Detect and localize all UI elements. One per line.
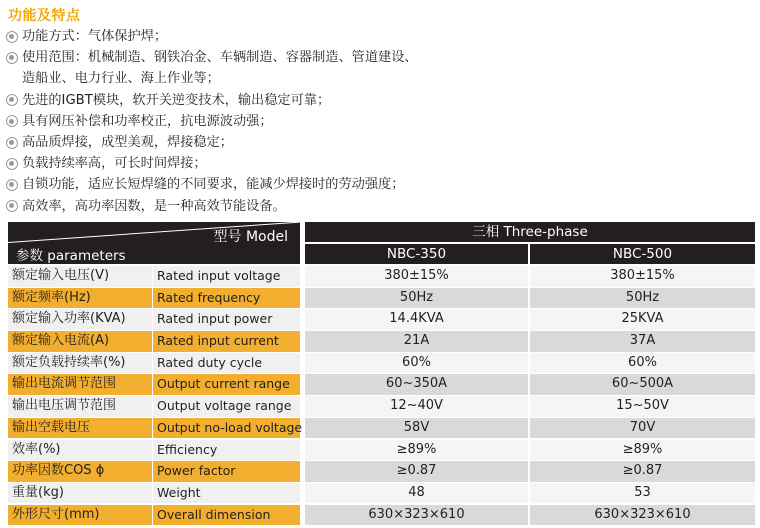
feature-text: 具有网压补偿和功率校正，抗电源波动强； <box>22 113 273 129</box>
circle-bullet-icon <box>6 179 18 191</box>
param-name-en: Output no-load voltage <box>153 418 300 439</box>
value-cell: 50Hz <box>305 288 528 309</box>
model-header-label: 型号 Model <box>213 229 288 245</box>
value-cell: 60~500A <box>530 374 755 395</box>
feature-text: 功能方式：气体保护焊； <box>22 29 168 44</box>
parameter-header-label: 参数 parameters <box>16 248 126 264</box>
param-name-en: Rated frequency <box>153 288 300 309</box>
param-name-en: Rated input voltage <box>153 266 300 287</box>
circle-bullet-icon <box>6 200 18 212</box>
feature-text: 先进的IGBT模块，软开关逆变技术，输出稳定可靠； <box>22 92 331 108</box>
feature-item <box>6 196 756 217</box>
param-name-cn: 重量(kg) <box>8 483 153 504</box>
model-column-header: NBC-500 <box>530 244 755 264</box>
feature-item <box>6 68 756 89</box>
table-row <box>8 309 755 331</box>
value-cell: 630×323×610 <box>305 505 528 526</box>
param-name-cn: 输出电流调节范围 <box>8 374 153 395</box>
feature-text: 负载持续率高，可长时间焊接； <box>22 156 207 172</box>
value-cell: 380±15% <box>530 266 755 287</box>
param-name-en: Efficiency <box>153 440 300 461</box>
table-row <box>8 288 755 310</box>
circle-bullet-icon <box>6 137 18 149</box>
param-name-cn: 效率(%) <box>8 440 153 461</box>
param-name-cn: 外形尺寸(mm) <box>8 505 153 526</box>
table-row <box>8 440 755 462</box>
feature-item <box>6 26 756 47</box>
section-title: 功能及特点 <box>8 8 81 24</box>
param-name-cn: 功率因数COS ϕ <box>8 461 153 482</box>
value-cell: ≥89% <box>530 440 755 461</box>
param-name-cn: 额定输入电流(A) <box>8 331 153 352</box>
value-cell: ≥89% <box>305 440 528 461</box>
param-name-en: Rated input power <box>153 309 300 330</box>
table-row <box>8 505 755 527</box>
value-cell: 380±15% <box>305 266 528 287</box>
feature-text: 造船业、电力行业、海上作业等； <box>22 71 220 87</box>
value-cell: 15~50V <box>530 396 755 417</box>
table-row <box>8 374 755 396</box>
value-cell: 60% <box>305 353 528 374</box>
circle-bullet-icon <box>6 94 18 106</box>
spec-table <box>8 222 755 524</box>
param-name-en: Rated input current <box>153 331 300 352</box>
value-cell: 70V <box>530 418 755 439</box>
circle-bullet-icon <box>6 31 18 43</box>
param-name-en: Output current range <box>153 374 300 395</box>
feature-item <box>6 47 756 68</box>
feature-item <box>6 153 756 174</box>
model-column-header: NBC-350 <box>305 244 528 264</box>
feature-text: 高品质焊接，成型美观，焊接稳定； <box>22 134 233 150</box>
table-row <box>8 483 755 505</box>
circle-bullet-icon <box>6 115 18 127</box>
feature-item <box>6 90 756 111</box>
feature-list <box>6 26 756 217</box>
value-cell: 37A <box>530 331 755 352</box>
value-cell: 630×323×610 <box>530 505 755 526</box>
table-row <box>8 418 755 440</box>
param-name-en: Rated duty cycle <box>153 353 300 374</box>
param-name-en: Power factor <box>153 461 300 482</box>
feature-text: 自锁功能，适应长短焊缝的不同要求，能减少焊接时的劳动强度； <box>22 177 405 193</box>
param-name-cn: 输出电压调节范围 <box>8 396 153 417</box>
value-cell: 60~350A <box>305 374 528 395</box>
param-name-cn: 额定频率(Hz) <box>8 288 153 309</box>
param-name-cn: 额定输入电压(V) <box>8 266 153 287</box>
value-cell: 50Hz <box>530 288 755 309</box>
value-cell: 48 <box>305 483 528 504</box>
table-row <box>8 353 755 375</box>
feature-item <box>6 174 756 195</box>
feature-item <box>6 111 756 132</box>
value-cell: ≥0.87 <box>530 461 755 482</box>
feature-text: 高效率，高功率因数，是一种高效节能设备。 <box>22 198 286 214</box>
value-cell: 21A <box>305 331 528 352</box>
table-row <box>8 331 755 353</box>
param-name-en: Weight <box>153 483 300 504</box>
table-row <box>8 266 755 288</box>
param-name-cn: 额定负载持续率(%) <box>8 353 153 374</box>
value-cell: ≥0.87 <box>305 461 528 482</box>
circle-bullet-icon <box>6 158 18 170</box>
table-row <box>8 461 755 483</box>
value-cell: 25KVA <box>530 309 755 330</box>
table-corner-header <box>8 222 300 264</box>
table-body <box>8 266 755 526</box>
value-cell: 14.4KVA <box>305 309 528 330</box>
value-cell: 12~40V <box>305 396 528 417</box>
param-name-en: Output voltage range <box>153 396 300 417</box>
param-name-en: Overall dimension <box>153 505 300 526</box>
circle-bullet-icon <box>6 52 18 64</box>
feature-item <box>6 132 756 153</box>
value-cell: 58V <box>305 418 528 439</box>
table-row <box>8 396 755 418</box>
param-name-cn: 额定输入功率(KVA) <box>8 309 153 330</box>
value-cell: 60% <box>530 353 755 374</box>
value-cell: 53 <box>530 483 755 504</box>
param-name-cn: 输出空载电压 <box>8 418 153 439</box>
phase-header: 三相 Three-phase <box>305 222 755 242</box>
feature-text: 使用范围：机械制造、钢铁冶金、车辆制造、容器制造、管道建设、 <box>22 50 418 66</box>
